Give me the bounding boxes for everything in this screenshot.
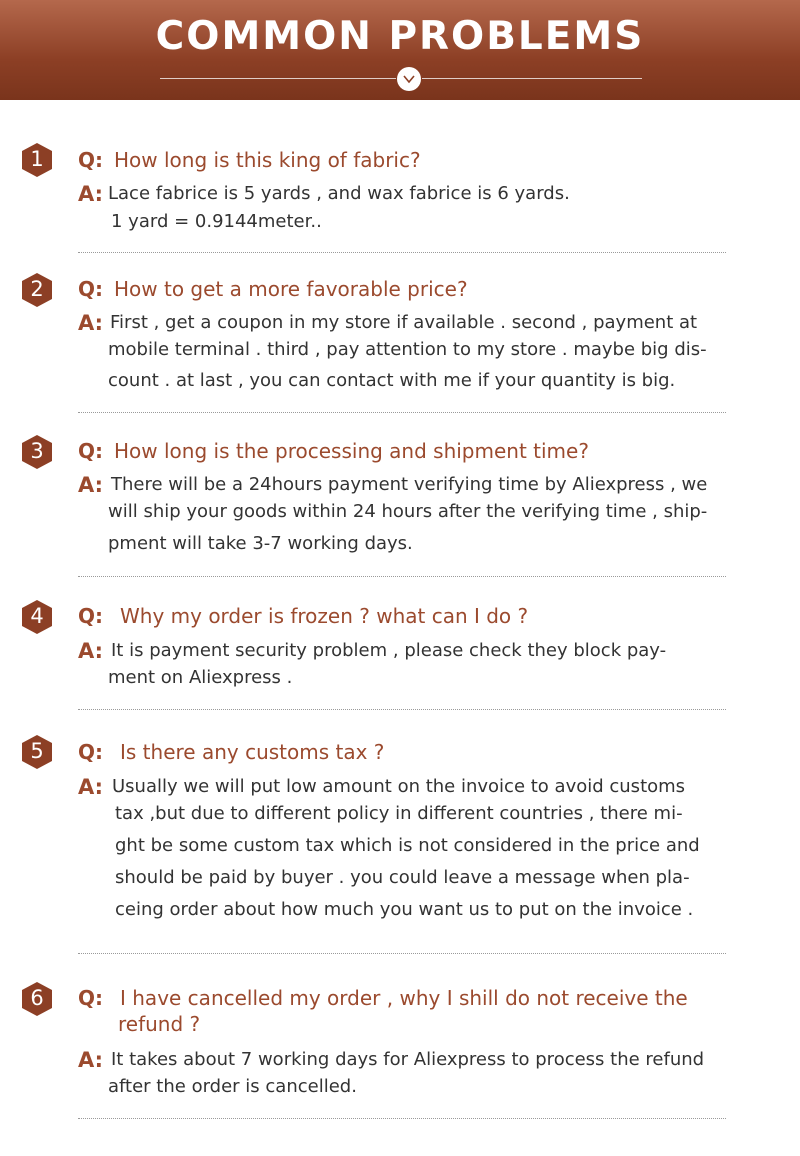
header-divider-right: [422, 78, 642, 79]
divider: [78, 576, 726, 577]
question: Q: I have cancelled my order , why I shill do not receive the refund ?: [78, 986, 688, 1036]
question: Q: How to get a more favorable price?: [78, 277, 468, 301]
page-title: COMMON PROBLEMS: [155, 14, 645, 59]
divider: [78, 252, 726, 253]
divider: [78, 709, 726, 710]
question: Q: How long is the processing and shipment time?: [78, 439, 589, 463]
number-badge: 4: [22, 600, 52, 634]
header-divider-left: [160, 78, 396, 79]
divider: [78, 1118, 726, 1119]
question: Q: Is there any customs tax ?: [78, 740, 385, 764]
number-badge: 1: [22, 143, 52, 177]
number-badge: 6: [22, 982, 52, 1016]
question: Q: How long is this king of fabric?: [78, 148, 421, 172]
number-badge: 5: [22, 735, 52, 769]
number-badge: 3: [22, 435, 52, 469]
question: Q: Why my order is frozen ? what can I do ?: [78, 604, 529, 628]
number-badge: 2: [22, 273, 52, 307]
divider: [78, 953, 726, 954]
chevron-down-icon: [397, 67, 421, 91]
header-banner: [0, 0, 800, 100]
divider: [78, 412, 726, 413]
